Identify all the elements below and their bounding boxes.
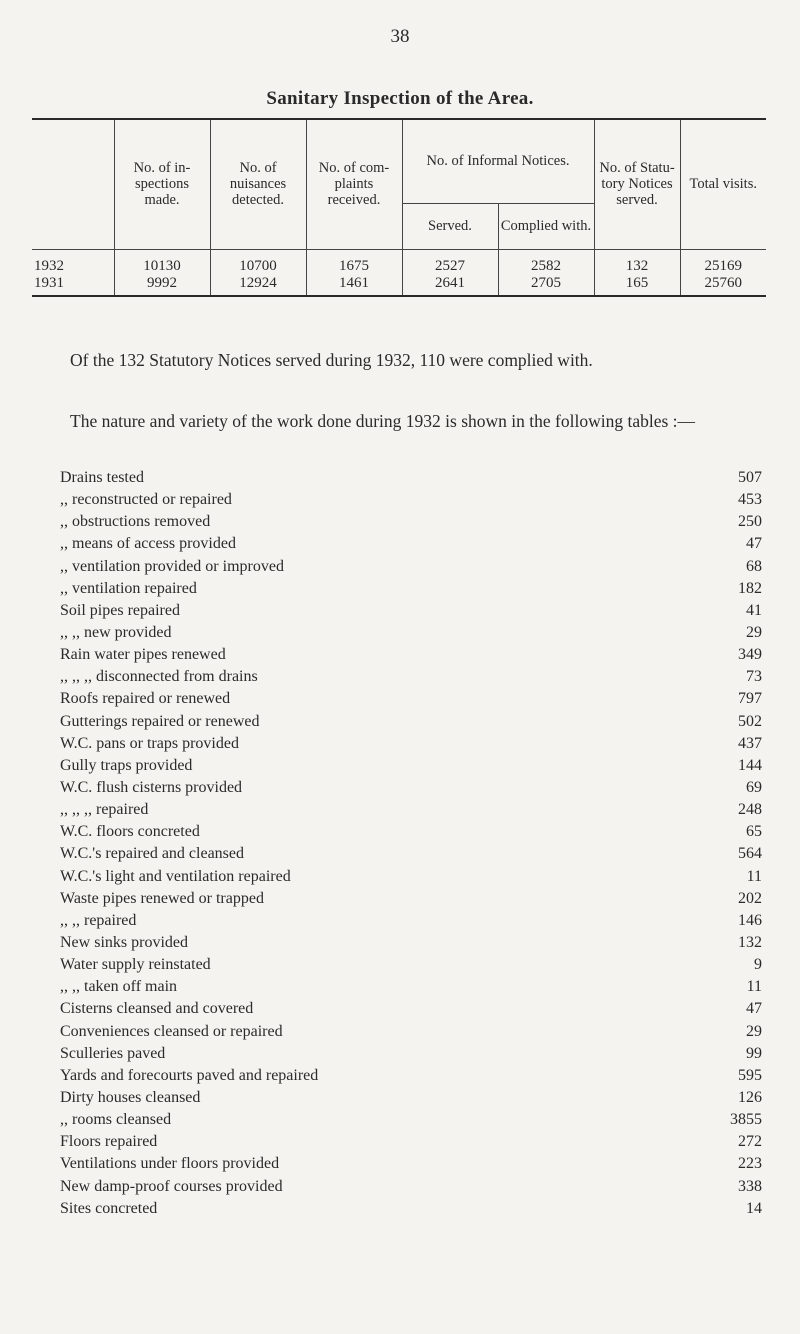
served-header: Served.: [402, 203, 498, 249]
work-item-value: 146: [738, 911, 762, 929]
work-item-value: 29: [746, 1022, 762, 1040]
list-item: [60, 843, 766, 865]
work-item-label: ,, ,, new provided: [60, 623, 172, 641]
inspections-cell: 9992: [114, 275, 210, 296]
list-item: [60, 600, 766, 622]
list-item: [60, 866, 766, 888]
work-item-value: 65: [746, 823, 762, 841]
nuisances-cell: 12924: [210, 275, 306, 296]
statutory-notices-header: No. of Statu-tory Notices served.: [594, 119, 680, 249]
sanitary-inspection-table: [32, 118, 766, 297]
list-item: [60, 688, 766, 710]
list-item: [60, 1198, 766, 1220]
table-title: Sanitary Inspection of the Area.: [266, 88, 534, 109]
work-item-value: 9: [754, 956, 762, 974]
list-item: [60, 777, 766, 799]
list-item: [60, 954, 766, 976]
served-cell: 2527: [402, 249, 498, 275]
work-item-label: ,, rooms cleansed: [60, 1111, 172, 1129]
work-item-label: Waste pipes renewed or trapped: [60, 889, 264, 907]
work-item-label: ,, ventilation provided or improved: [60, 557, 284, 575]
work-item-value: 338: [738, 1177, 762, 1195]
list-item: [60, 1065, 766, 1087]
work-item-label: Sculleries paved: [60, 1044, 166, 1062]
work-item-value: 47: [746, 1000, 762, 1018]
list-item: [60, 821, 766, 843]
list-item: [60, 711, 766, 733]
work-item-label: Gully traps provided: [60, 756, 193, 774]
list-item: [60, 644, 766, 666]
list-item: [60, 533, 766, 555]
work-item-label: Soil pipes repaired: [60, 601, 180, 619]
work-item-value: 14: [746, 1199, 762, 1217]
work-item-label: W.C.'s repaired and cleansed: [60, 845, 244, 863]
work-item-label: Rain water pipes renewed: [60, 646, 226, 664]
work-item-label: Gutterings repaired or renewed: [60, 712, 260, 730]
work-item-label: Cisterns cleansed and covered: [60, 1000, 254, 1018]
year-cell: 1932: [34, 257, 64, 274]
work-item-label: W.C. flush cisterns provided: [60, 778, 243, 796]
work-item-value: 73: [746, 668, 762, 686]
complied-cell: 2582: [498, 249, 594, 275]
list-item: [60, 1043, 766, 1065]
complaints-cell: 1461: [306, 275, 402, 296]
work-item-label: Floors repaired: [60, 1133, 158, 1151]
work-item-label: Water supply reinstated: [60, 956, 211, 974]
work-item-label: ,, means of access provided: [60, 535, 236, 553]
work-item-label: Roofs repaired or renewed: [60, 690, 231, 708]
work-item-label: New damp-proof courses provided: [60, 1177, 283, 1195]
work-item-value: 11: [746, 867, 762, 885]
work-item-value: 99: [746, 1044, 762, 1062]
work-item-label: W.C.'s light and ventilation repaired: [60, 867, 291, 885]
year-header: [32, 119, 114, 249]
total-visits-header: Total visits.: [680, 119, 766, 249]
list-item: [60, 622, 766, 644]
list-item: [60, 976, 766, 998]
list-item: [60, 910, 766, 932]
work-item-value: 11: [746, 978, 762, 996]
work-item-value: 69: [746, 778, 762, 796]
list-item: [60, 932, 766, 954]
work-item-label: Sites concreted: [60, 1199, 158, 1217]
statutory-cell: 165: [594, 275, 680, 296]
list-item: [60, 511, 766, 533]
list-item: [60, 578, 766, 600]
work-item-value: 47: [746, 535, 762, 553]
work-item-value: 29: [746, 623, 762, 641]
work-item-value: 41: [746, 601, 762, 619]
work-item-label: ,, reconstructed or repaired: [60, 491, 232, 509]
work-item-value: 182: [738, 579, 762, 597]
list-item: [60, 467, 766, 489]
work-item-value: 453: [738, 491, 762, 509]
table-row: [32, 275, 766, 296]
list-item: [60, 888, 766, 910]
work-item-value: 250: [738, 513, 762, 531]
nuisances-cell: 10700: [210, 249, 306, 275]
list-item: [60, 799, 766, 821]
list-item: [60, 755, 766, 777]
work-item-value: 223: [738, 1155, 762, 1173]
work-item-value: 349: [738, 646, 762, 664]
inspections-cell: 10130: [114, 249, 210, 275]
work-item-value: 202: [738, 889, 762, 907]
work-item-label: Drains tested: [60, 469, 144, 486]
work-item-label: Ventilations under floors provided: [60, 1155, 280, 1173]
list-item: [60, 489, 766, 511]
work-item-value: 3855: [730, 1111, 762, 1129]
work-item-value: 437: [738, 734, 762, 752]
served-cell: 2641: [402, 275, 498, 296]
work-item-label: ,, ,, repaired: [60, 911, 137, 929]
list-item: [60, 1109, 766, 1131]
work-item-value: 272: [738, 1133, 762, 1151]
work-item-value: 502: [738, 712, 762, 730]
visits-cell: 25760: [680, 275, 766, 296]
nuisances-header: No. of nuisances detected.: [210, 119, 306, 249]
work-item-label: ,, obstructions removed: [60, 513, 211, 531]
list-item: [60, 998, 766, 1020]
list-item: [60, 1087, 766, 1109]
work-item-value: 595: [738, 1066, 762, 1084]
work-item-label: ,, ventilation repaired: [60, 579, 197, 597]
complied-header: Complied with.: [498, 203, 594, 249]
work-item-label: W.C. floors concreted: [60, 823, 200, 841]
inspections-header: No. of in-spections made.: [114, 119, 210, 249]
work-item-value: 144: [738, 756, 762, 774]
list-item: [60, 1176, 766, 1198]
complaints-header: No. of com-plaints received.: [306, 119, 402, 249]
work-item-label: ,, ,, ,, repaired: [60, 801, 149, 819]
list-item: [60, 1021, 766, 1043]
work-item-value: 564: [738, 845, 762, 863]
page-number: 38: [390, 26, 410, 47]
list-item: [60, 556, 766, 578]
list-item: [60, 1153, 766, 1175]
work-item-value: 126: [738, 1088, 762, 1106]
complied-cell: 2705: [498, 275, 594, 296]
work-item-label: W.C. pans or traps provided: [60, 734, 239, 752]
work-item-label: Yards and forecourts paved and repaired: [60, 1066, 319, 1084]
work-item-label: Dirty houses cleansed: [60, 1088, 201, 1106]
list-item: [60, 733, 766, 755]
work-item-value: 507: [738, 469, 762, 486]
list-item: [60, 666, 766, 688]
work-done-list: [60, 467, 766, 1220]
complaints-cell: 1675: [306, 249, 402, 275]
work-item-value: 68: [746, 557, 762, 575]
work-item-label: ,, ,, ,, disconnected from drains: [60, 668, 258, 686]
statutory-cell: 132: [594, 249, 680, 275]
work-item-value: 132: [738, 933, 762, 951]
work-item-label: Conveniences cleansed or repaired: [60, 1022, 283, 1040]
visits-cell: 25169: [680, 249, 766, 275]
statutory-notices-paragraph: Of the 132 Statutory Notices served during 1932, 110 were complied with.: [70, 349, 593, 370]
table-row: [32, 249, 766, 275]
work-item-label: ,, ,, taken off main: [60, 978, 178, 996]
work-item-value: 248: [738, 801, 762, 819]
informal-notices-header: No. of Informal Notices.: [402, 119, 594, 203]
work-item-label: New sinks provided: [60, 933, 188, 951]
work-intro-paragraph: The nature and variety of the work done during 1932 is shown in the following tables :—: [70, 410, 696, 431]
year-cell: 1931: [34, 274, 64, 291]
work-item-value: 797: [738, 690, 762, 708]
list-item: [60, 1131, 766, 1153]
